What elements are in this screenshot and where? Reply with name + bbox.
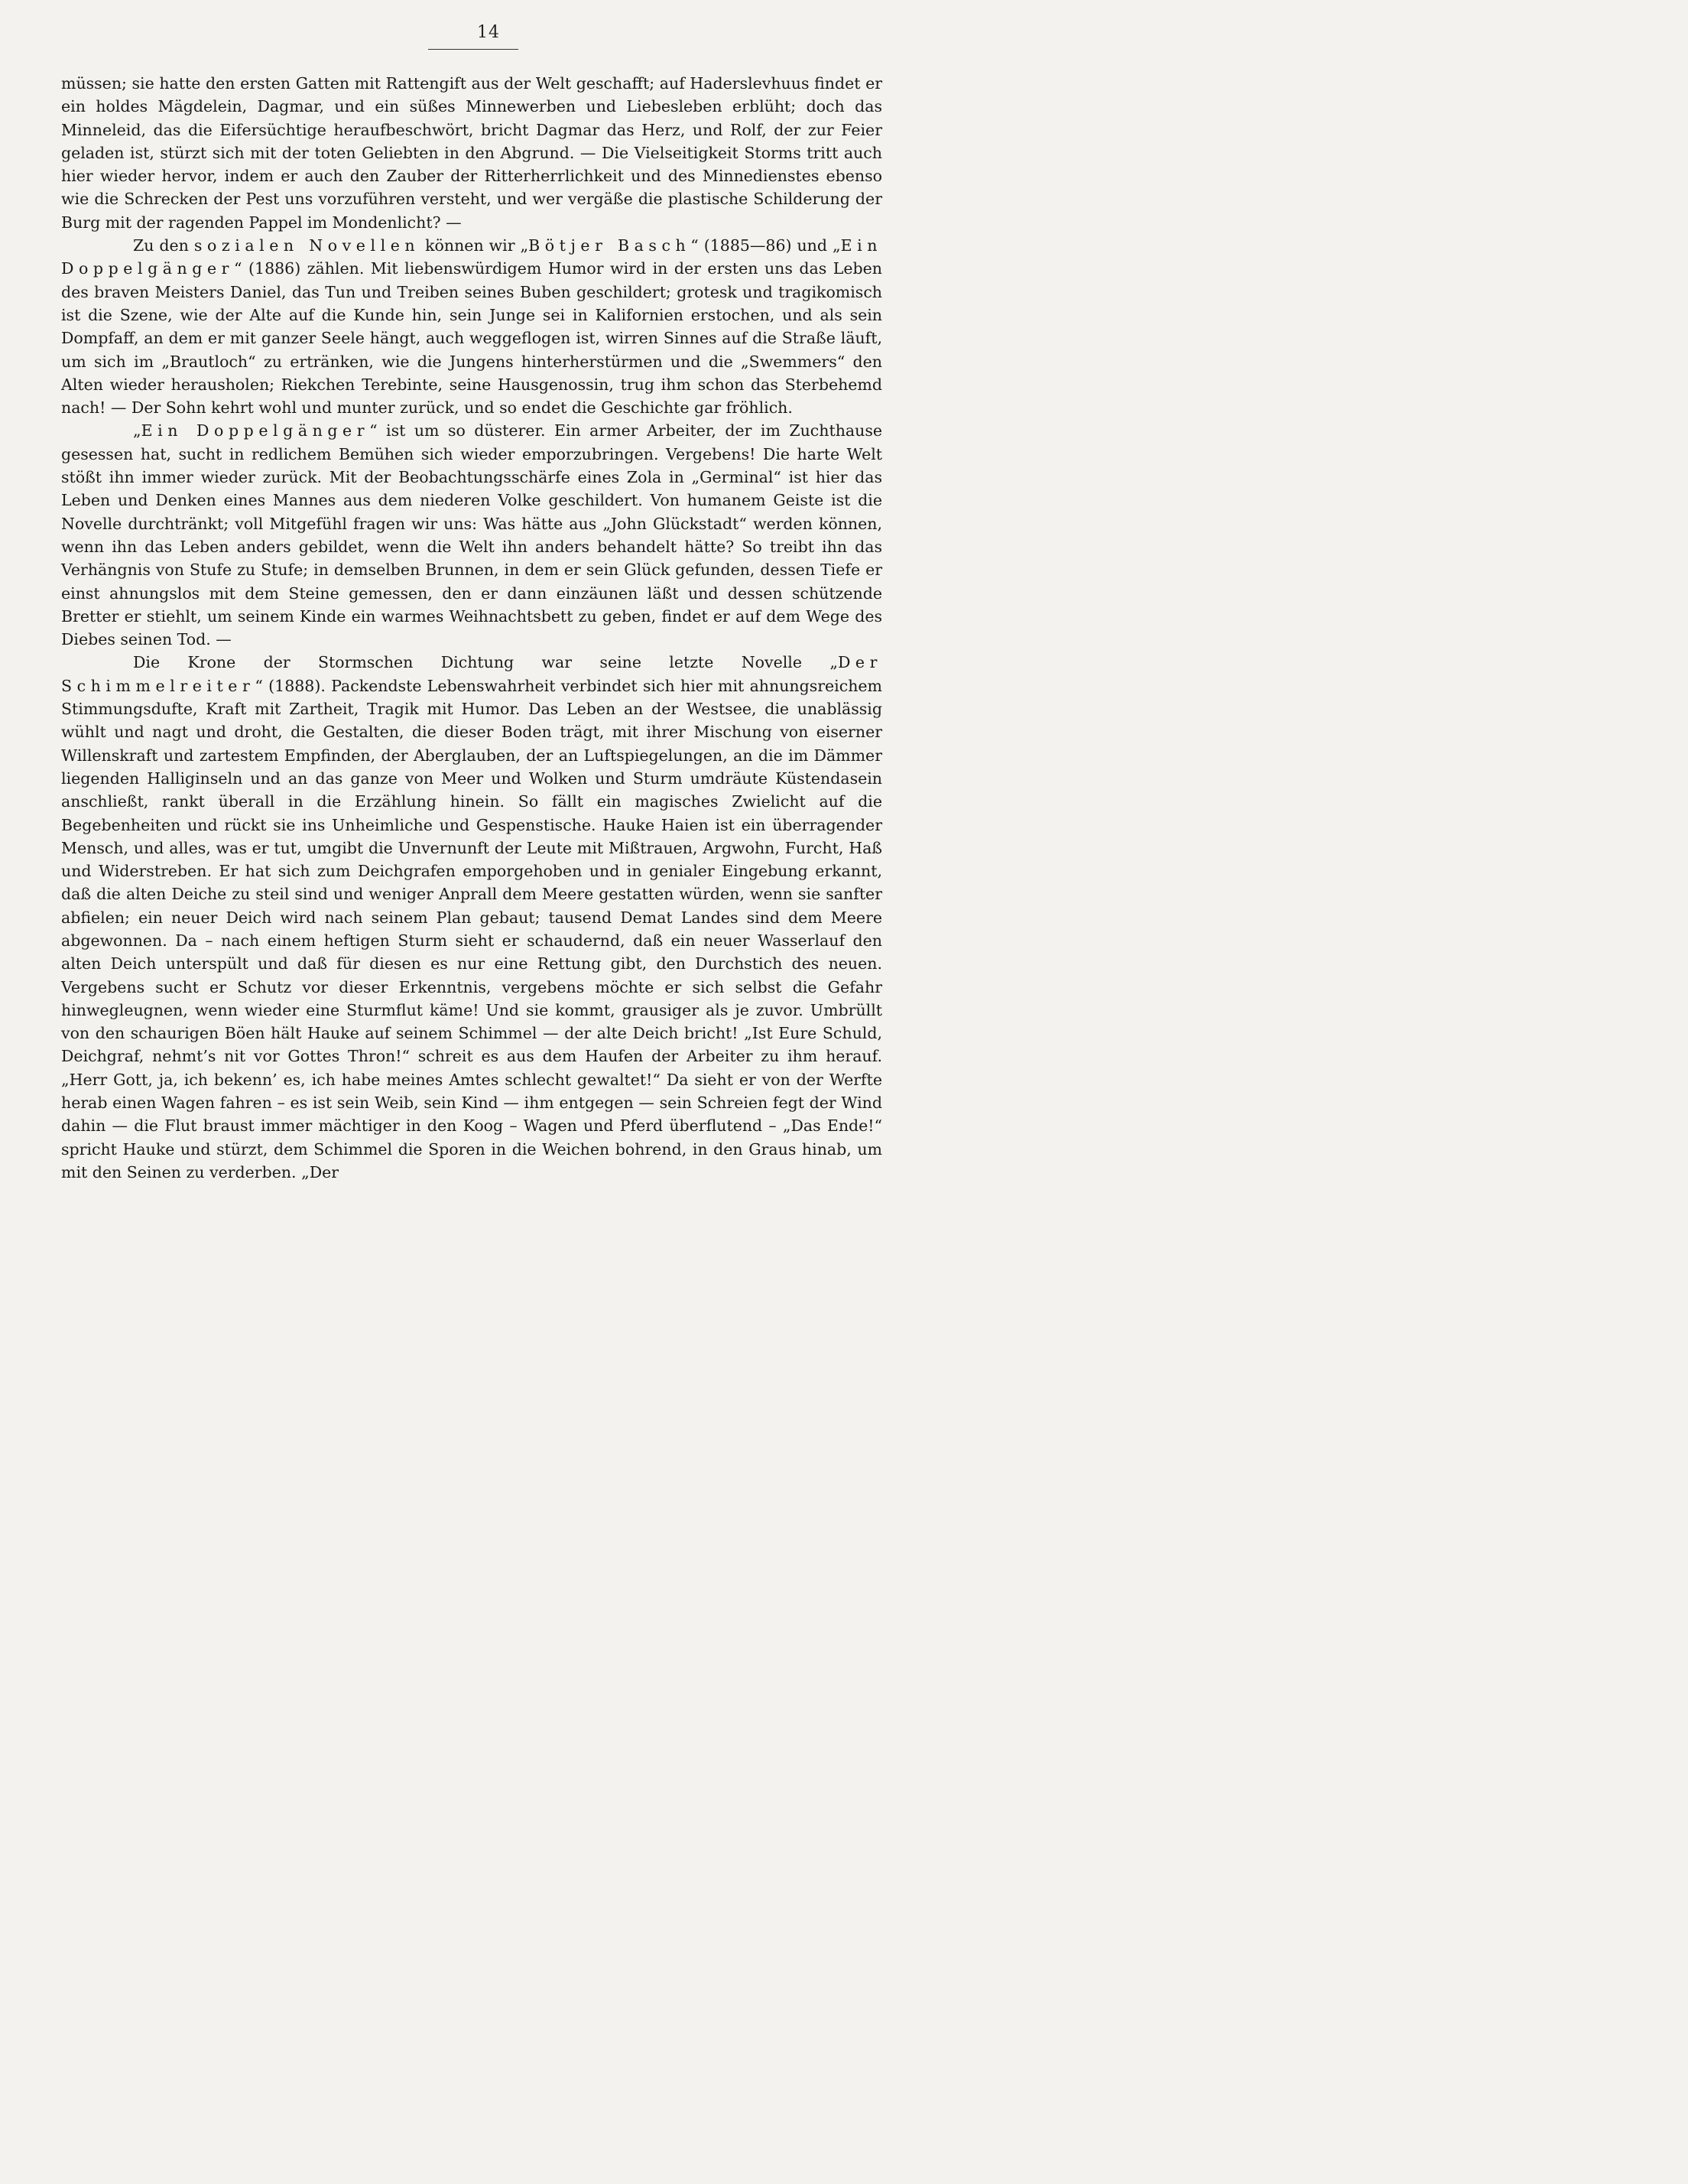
- paragraph-text: Die Krone der Stormschen Dichtung war seine letzte Novelle „: [133, 653, 838, 672]
- paragraph-text: “ (1885—86) und „: [690, 236, 841, 255]
- spaced-title: Ein Doppelgänger: [61, 236, 883, 278]
- paragraph-4: [61, 651, 882, 1184]
- paragraph-1: [61, 72, 882, 234]
- paragraph-text: “ (1886) zählen. Mit liebenswürdigem Humor wird in der ersten uns das Leben des braven Meisters Daniel, das Tun und Treiben seines Buben geschildert; grotesk und tragikomisch ist die Szene, wie der Alte auf die Kunde hin, sein Junge sei in Kalifornien erstochen, und als sein Dompfaff, an dem er mit ganzer Seele hängt, auch weggeflogen ist, wirren Sinnes auf die Straße läuft, um sich im „Brautloch“ zu ertränken, wie die Jungens hinterherstürmen und die „Swemmers“ den Alten wieder herausholen; Riekchen Terebinte, seine Hausgenossin, trug ihm schon das Sterbehemd nach! — Der Sohn kehrt wohl und munter zurück, und so endet die Geschichte gar fröhlich.: [61, 259, 882, 418]
- paragraph-2: [61, 234, 882, 419]
- paragraph-text: “ ist um so düsterer. Ein armer Arbeiter, der im Zuchthause gesessen hat, sucht in redlichem Bemühen sich wieder emporzubringen. Vergebens! Die harte Welt stößt ihn immer wieder zurück. Mit der Beobachtungsschärfe eines Zola in „Germinal“ ist hier das Leben und Denken eines Mannes aus dem niederen Volke geschildert. Von humanem Geiste ist die Novelle durchtränkt; voll Mitgefühl fragen wir uns: Was hätte aus „John Glückstadt“ werden können, wenn ihn das Leben anders gebildet, wenn die Welt ihn anders behandelt hätte? So treibt ihn das Verhängnis von Stufe zu Stufe; in demselben Brunnen, in dem er sein Glück gefunden, dessen Tiefe er einst ahnungslos mit dem Steine gemessen, den er dann einzäunen läßt und dessen schützende Bretter er stiehlt, um seinem Kinde ein warmes Weihnachtsbett zu geben, findet er auf dem Wege des Diebes seinen Tod. —: [61, 421, 883, 649]
- paragraph-text: müssen; sie hatte den ersten Gatten mit Rattengift aus der Welt geschafft; auf Haderslevhuus findet er ein holdes Mägdelein, Dagmar, und ein süßes Minnewerben und Liebesleben erblüht; doch das Minneleid, das die Eifersüchtige heraufbeschwört, bricht Dagmar das Herz, und Rolf, der zur Feier geladen ist, stürzt sich mit der toten Geliebten in den Abgrund. — Die Vielseitigkeit Storms tritt auch hier wieder hervor, indem er auch den Zauber der Ritterherrlichkeit und des Minnedienstes ebenso wie die Schrecken der Pest uns vorzuführen versteht, und wer vergäße die plastische Schilderung der Burg mit der ragenden Pappel im Mondenlicht? —: [61, 74, 882, 232]
- page-number: 14: [477, 23, 500, 42]
- spaced-title: Der Schimmelreiter: [61, 653, 882, 695]
- paragraph-3: [61, 419, 882, 651]
- paragraph-text: „: [133, 421, 141, 440]
- spaced-title: Ein Doppelgänger: [141, 421, 370, 440]
- spaced-term: sozialen Novellen: [193, 236, 420, 255]
- book-page: [61, 23, 883, 1181]
- body-text: [61, 72, 882, 1184]
- paragraph-text: können wir „: [420, 236, 529, 255]
- paragraph-text: “ (1888). Packendste Lebenswahrheit verbindet sich hier mit ahnungsreichem Stimmungsdufte, Kraft mit Zartheit, Tragik mit Humor. Das Leben an der Westsee, die unablässig wühlt und nagt und droht, die Gestalten, die dieser Boden trägt, mit ihrer Mischung von eiserner Willenskraft und zartestem Empfinden, der Aberglauben, der an Luftspiegelungen, an die im Dämmer liegenden Halliginseln und an das ganze von Meer und Wolken und Sturm umdräute Küstendasein anschließt, rankt überall in die Erzählung hinein. So fällt ein magisches Zwielicht auf die Begebenheiten und rückt sie ins Unheimliche und Gespenstische. Hauke Haien ist ein überragender Mensch, und alles, was er tut, umgibt die Unvernunft der Leute mit Mißtrauen, Argwohn, Furcht, Haß und Widerstreben. Er hat sich zum Deichgrafen emporgehoben und in genialer Eingebung erkannt, daß die alten Deiche zu steil sind und weniger Anprall dem Meere gestatten würden, wenn sie sanfter abfielen; ein neuer Deich wird nach seinem Plan gebaut; tausend Demat Landes sind dem Meere abgewonnen. Da – nach einem heftigen Sturm sieht er schaudernd, daß ein neuer Wasserlauf den alten Deich unterspült und daß für diesen es nur eine Rettung gibt, den Durchstich des neuen. Vergebens sucht er Schutz vor dieser Erkenntnis, vergebens möchte er sich selbst die Gefahr hinwegleugnen, wenn wieder eine Sturmflut käme! Und sie kommt, grausiger als je zuvor. Umbrüllt von den schaurigen Böen hält Hauke auf seinem Schimmel — der alte Deich bricht! „Ist Eure Schuld, Deichgraf, nehmt’s nit vor Gottes Thron!“ schreit es aus dem Haufen der Arbeiter zu ihm herauf. „Herr Gott, ja, ich bekenn’ es, ich habe meines Amtes schlecht gewaltet!“ Da sieht er von der Werfte herab einen Wagen fahren – es ist sein Weib, sein Kind — ihm entgegen — sein Schreien fegt der Wind dahin — die Flut braust immer mächtiger in den Koog – Wagen und Pferd überflutend – „Das Ende!“ spricht Hauke und stürzt, dem Schimmel die Sporen in die Weichen bohrend, in den Graus hinab, um mit den Seinen zu verderben. „Der: [61, 676, 882, 1181]
- paragraph-text: Zu den: [133, 236, 194, 255]
- page-header: [61, 23, 882, 54]
- header-rule: [428, 49, 518, 50]
- spaced-title: Bötjer Basch: [528, 236, 691, 255]
